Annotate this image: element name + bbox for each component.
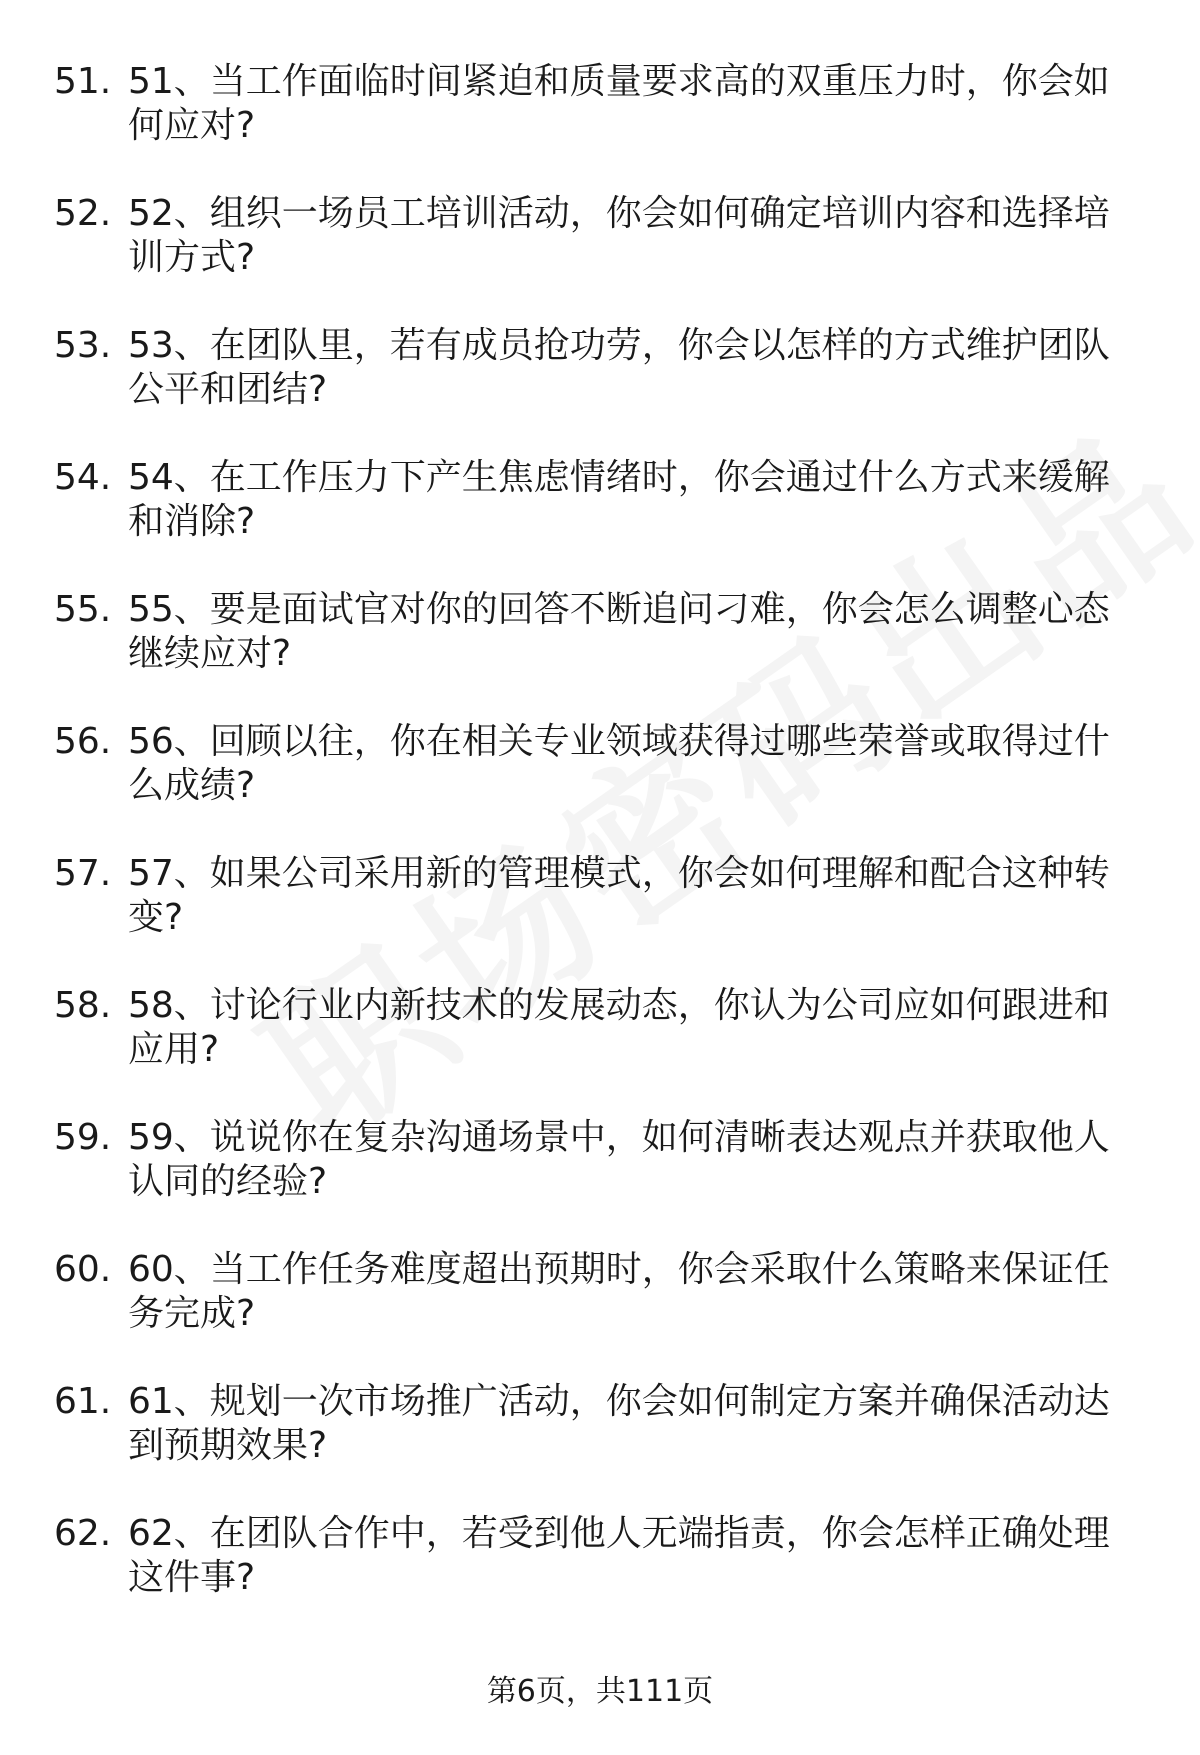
question-item [0,1116,1200,1248]
question-number: 52. [54,193,112,234]
question-number: 62. [54,1513,112,1554]
question-item [0,588,1200,720]
question-item [0,60,1200,192]
question-text: 60、当工作任务难度超出预期时，你会采取什么策略来保证任务完成? [128,1249,1110,1334]
question-text: 61、规划一次市场推广活动，你会如何制定方案并确保活动达到预期效果? [128,1381,1110,1466]
question-number: 58. [54,985,112,1026]
question-number: 56. [54,721,112,762]
question-number: 61. [54,1381,112,1422]
question-text: 59、说说你在复杂沟通场景中，如何清晰表达观点并获取他人认同的经验? [128,1117,1110,1202]
question-text: 58、讨论行业内新技术的发展动态，你认为公司应如何跟进和应用? [128,985,1110,1070]
question-number: 60. [54,1249,112,1290]
question-item [0,852,1200,984]
question-number: 57. [54,853,112,894]
question-item [0,1512,1200,1644]
question-item [0,720,1200,852]
question-number: 54. [54,457,112,498]
question-item [0,1248,1200,1380]
question-list [0,60,1200,1644]
question-item [0,324,1200,456]
question-item [0,192,1200,324]
question-text: 53、在团队里，若有成员抢功劳，你会以怎样的方式维护团队公平和团结? [128,325,1110,410]
question-text: 62、在团队合作中，若受到他人无端指责，你会怎样正确处理这件事? [128,1513,1110,1598]
question-text: 56、回顾以往，你在相关专业领域获得过哪些荣誉或取得过什么成绩? [128,721,1110,806]
question-text: 57、如果公司采用新的管理模式，你会如何理解和配合这种转变? [128,853,1110,938]
question-number: 53. [54,325,112,366]
question-number: 59. [54,1117,112,1158]
question-number: 55. [54,589,112,630]
question-text: 54、在工作压力下产生焦虑情绪时，你会通过什么方式来缓解和消除? [128,457,1110,542]
page-footer: 第6页，共111页 [486,1674,714,1709]
question-number: 51. [54,61,112,102]
question-item [0,1380,1200,1512]
question-item [0,984,1200,1116]
question-text: 51、当工作面临时间紧迫和质量要求高的双重压力时，你会如何应对? [128,61,1110,146]
question-text: 52、组织一场员工培训活动，你会如何确定培训内容和选择培训方式? [128,193,1110,278]
question-item [0,456,1200,588]
question-text: 55、要是面试官对你的回答不断追问刁难，你会怎么调整心态继续应对? [128,589,1110,674]
